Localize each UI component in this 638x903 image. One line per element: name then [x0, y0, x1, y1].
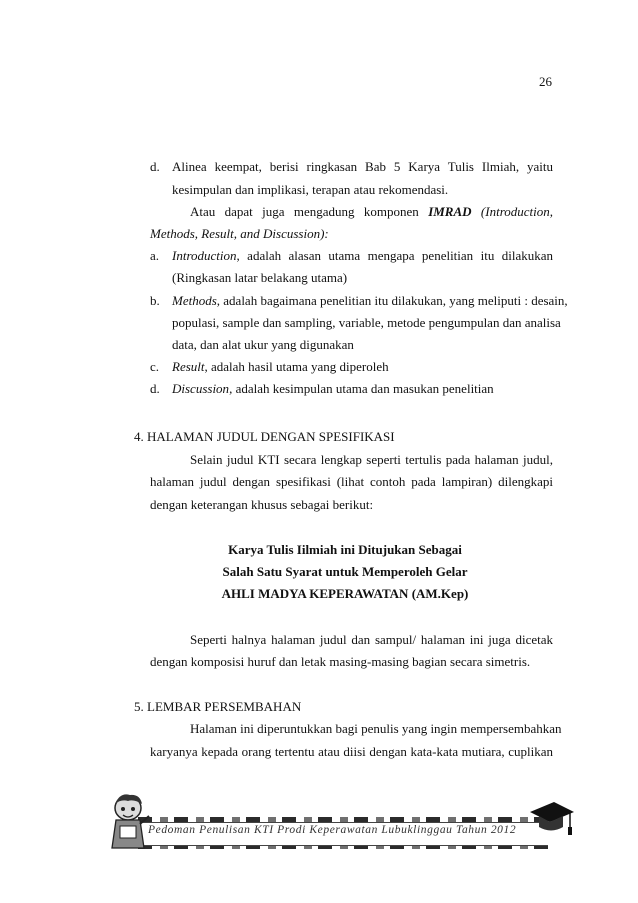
centered-title-line: Salah Satu Syarat untuk Memperoleh Gelar [222, 564, 468, 579]
page-number: 26 [539, 74, 552, 89]
paragraph-line: Selain judul KTI secara lengkap seperti tertulis pada halaman judul, [190, 452, 553, 467]
paragraph-line: Atau dapat juga mengadung komponen IMRAD (Introduction, [190, 204, 554, 219]
footer-banner [108, 817, 548, 849]
paragraph-line: (Ringkasan latar belakang utama) [172, 270, 348, 285]
paragraph-line: dengan komposisi huruf dan letak masing-masing bagian secara simetris. [150, 654, 531, 669]
section-heading-4: 4. HALAMAN JUDUL DENGAN SPESIFIKASI [134, 429, 395, 444]
paragraph-line: data, dan alat ukur yang digunakan [172, 337, 354, 352]
paragraph-line: dengan keterangan khusus sebagai berikut: [150, 497, 374, 512]
list-item: a. Introduction, adalah alasan utama mengapa penelitian itu dilakukan [150, 248, 553, 263]
paragraph-line: halaman judul dengan spesifikasi (lihat contoh pada lampiran) dilengkapi [150, 474, 553, 489]
paragraph-line: Methods, Result, and Discussion): [150, 226, 329, 241]
section-heading-5: 5. LEMBAR PERSEMBAHAN [134, 699, 302, 714]
paragraph-line: Halaman ini diperuntukkan bagi penulis yang ingin mempersembahkan [190, 721, 562, 736]
graduation-cap-icon [528, 798, 576, 838]
centered-title-line: Karya Tulis Iilmiah ini Ditujukan Sebagai [228, 542, 462, 557]
paragraph-line: kesimpulan dan implikasi, terapan atau rekomendasi. [172, 182, 449, 197]
centered-title-line: AHLI MADYA KEPERAWATAN (AM.Kep) [221, 586, 469, 601]
footer-text: Pedoman Penulisan KTI Prodi Keperawatan Lubuklinggau Tahun 2012 [148, 824, 517, 836]
paragraph-line: populasi, sample dan sampling, variable, metode pengumpulan dan analisa [172, 315, 561, 330]
paragraph-line: Seperti halnya halaman judul dan sampul/ halaman ini juga dicetak [190, 632, 553, 647]
list-item: d. Discussion, adalah kesimpulan utama dan masukan penelitian [150, 381, 494, 396]
student-cartoon-icon [106, 790, 152, 852]
list-item: b. Methods, adalah bagaimana penelitian itu dilakukan, yang meliputi : desain, [150, 293, 568, 308]
list-item: d. Alinea keempat, berisi ringkasan Bab 5 Karya Tulis Ilmiah, yaitu [150, 159, 553, 174]
list-item: c. Result, adalah hasil utama yang diperoleh [150, 359, 389, 374]
paragraph-line: karyanya kepada orang tertentu atau diisi dengan kata-kata mutiara, cuplikan [150, 744, 553, 759]
